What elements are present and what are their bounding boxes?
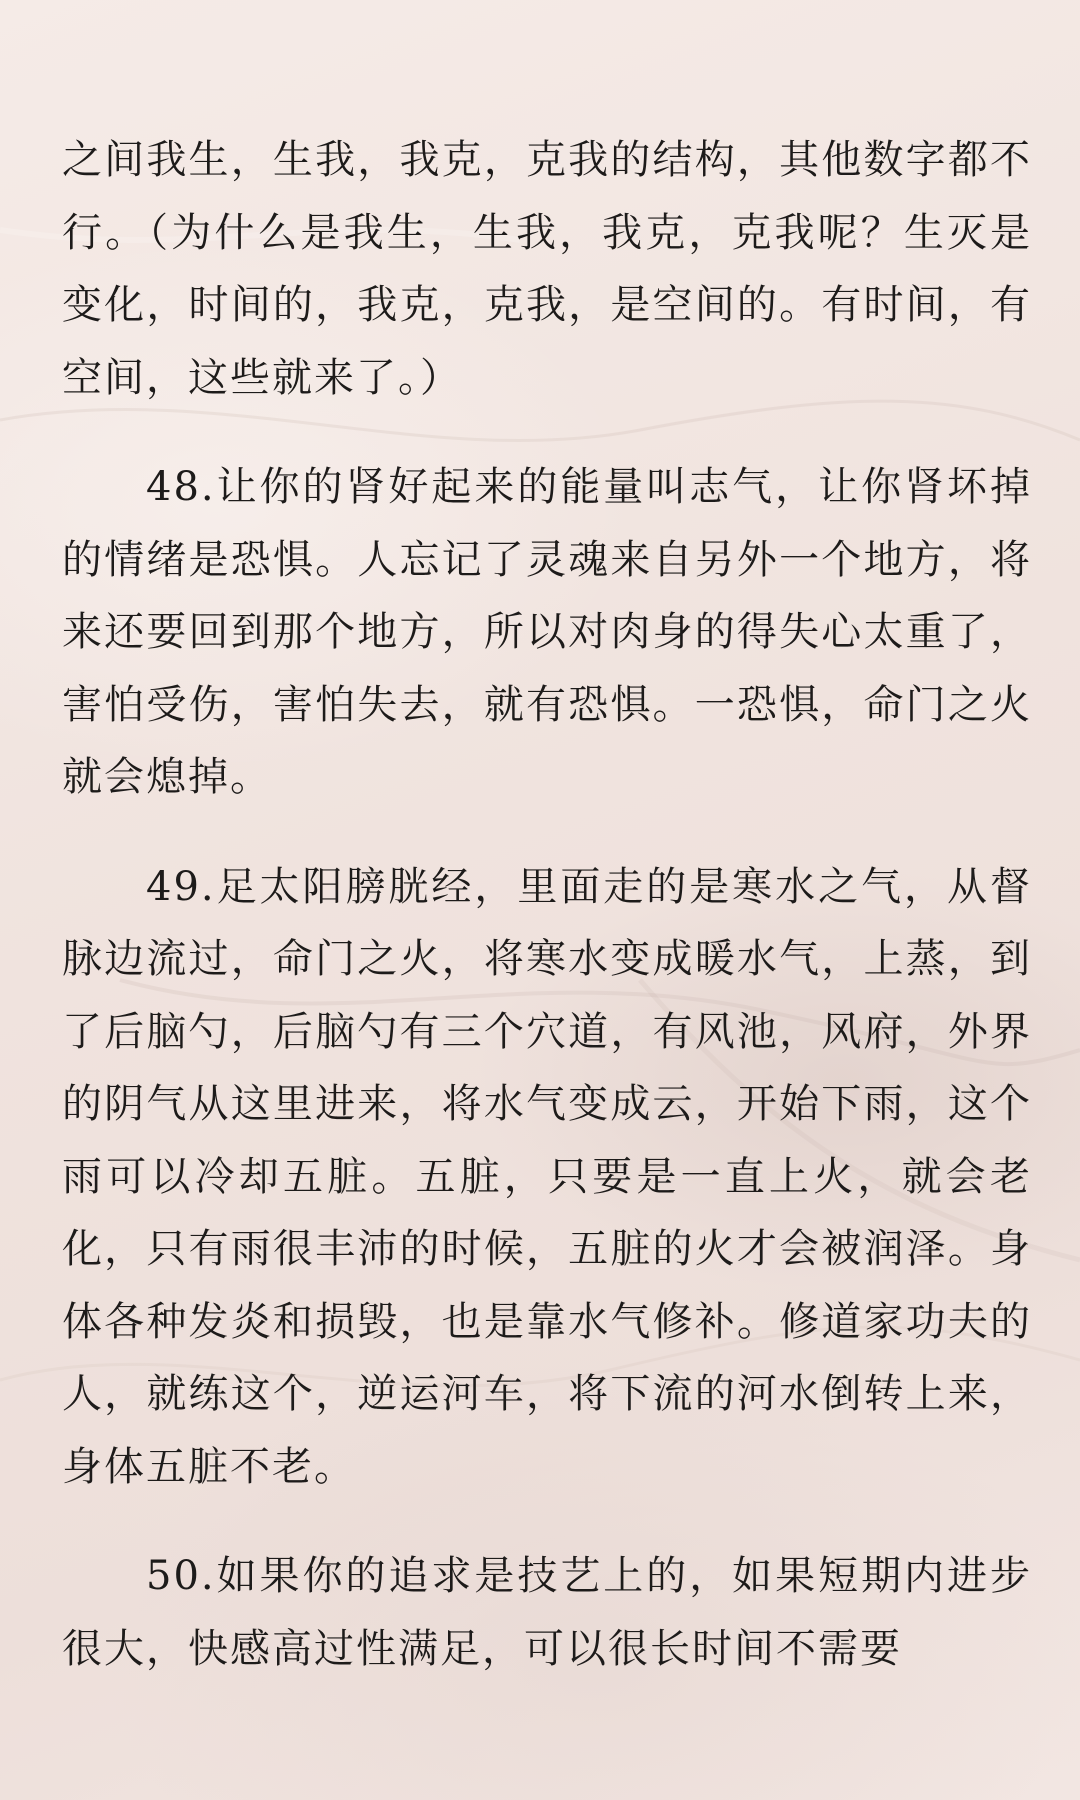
article-body xyxy=(62,124,1032,1685)
paragraph-50: 50.如果你的追求是技艺上的，如果短期内进步很大，快感高过性满足，可以很长时间不需要 xyxy=(62,1553,1032,1672)
paragraph-continued: 之间我生，生我，我克，克我的结构，其他数字都不行。（为什么是我生，生我，我克，克我呢？生灭是变化，时间的，我克，克我，是空间的。有时间，有空间，这些就来了。） xyxy=(62,137,1032,401)
paragraph-49: 49.足太阳膀胱经，里面走的是寒水之气，从督脉边流过，命门之火，将寒水变成暖水气，上蒸，到了后脑勺，后脑勺有三个穴道，有风池，风府，外界的阴气从这里进来，将水气变成云，开始下雨，这个雨可以冷却五脏。五脏，只要是一直上火，就会老化，只有雨很丰沛的时候，五脏的火才会被润泽。身体各种发炎和损毁，也是靠水气修补。修道家功夫的人，就练这个，逆运河车，将下流的河水倒转上来，身体五脏不老。 xyxy=(62,863,1032,1490)
paragraph-48: 48.让你的肾好起来的能量叫志气，让你肾坏掉的情绪是恐惧。人忘记了灵魂来自另外一个地方，将来还要回到那个地方，所以对肉身的得失心太重了，害怕受伤，害怕失去，就有恐惧。一恐惧，命门之火就会熄掉。 xyxy=(62,464,1032,800)
